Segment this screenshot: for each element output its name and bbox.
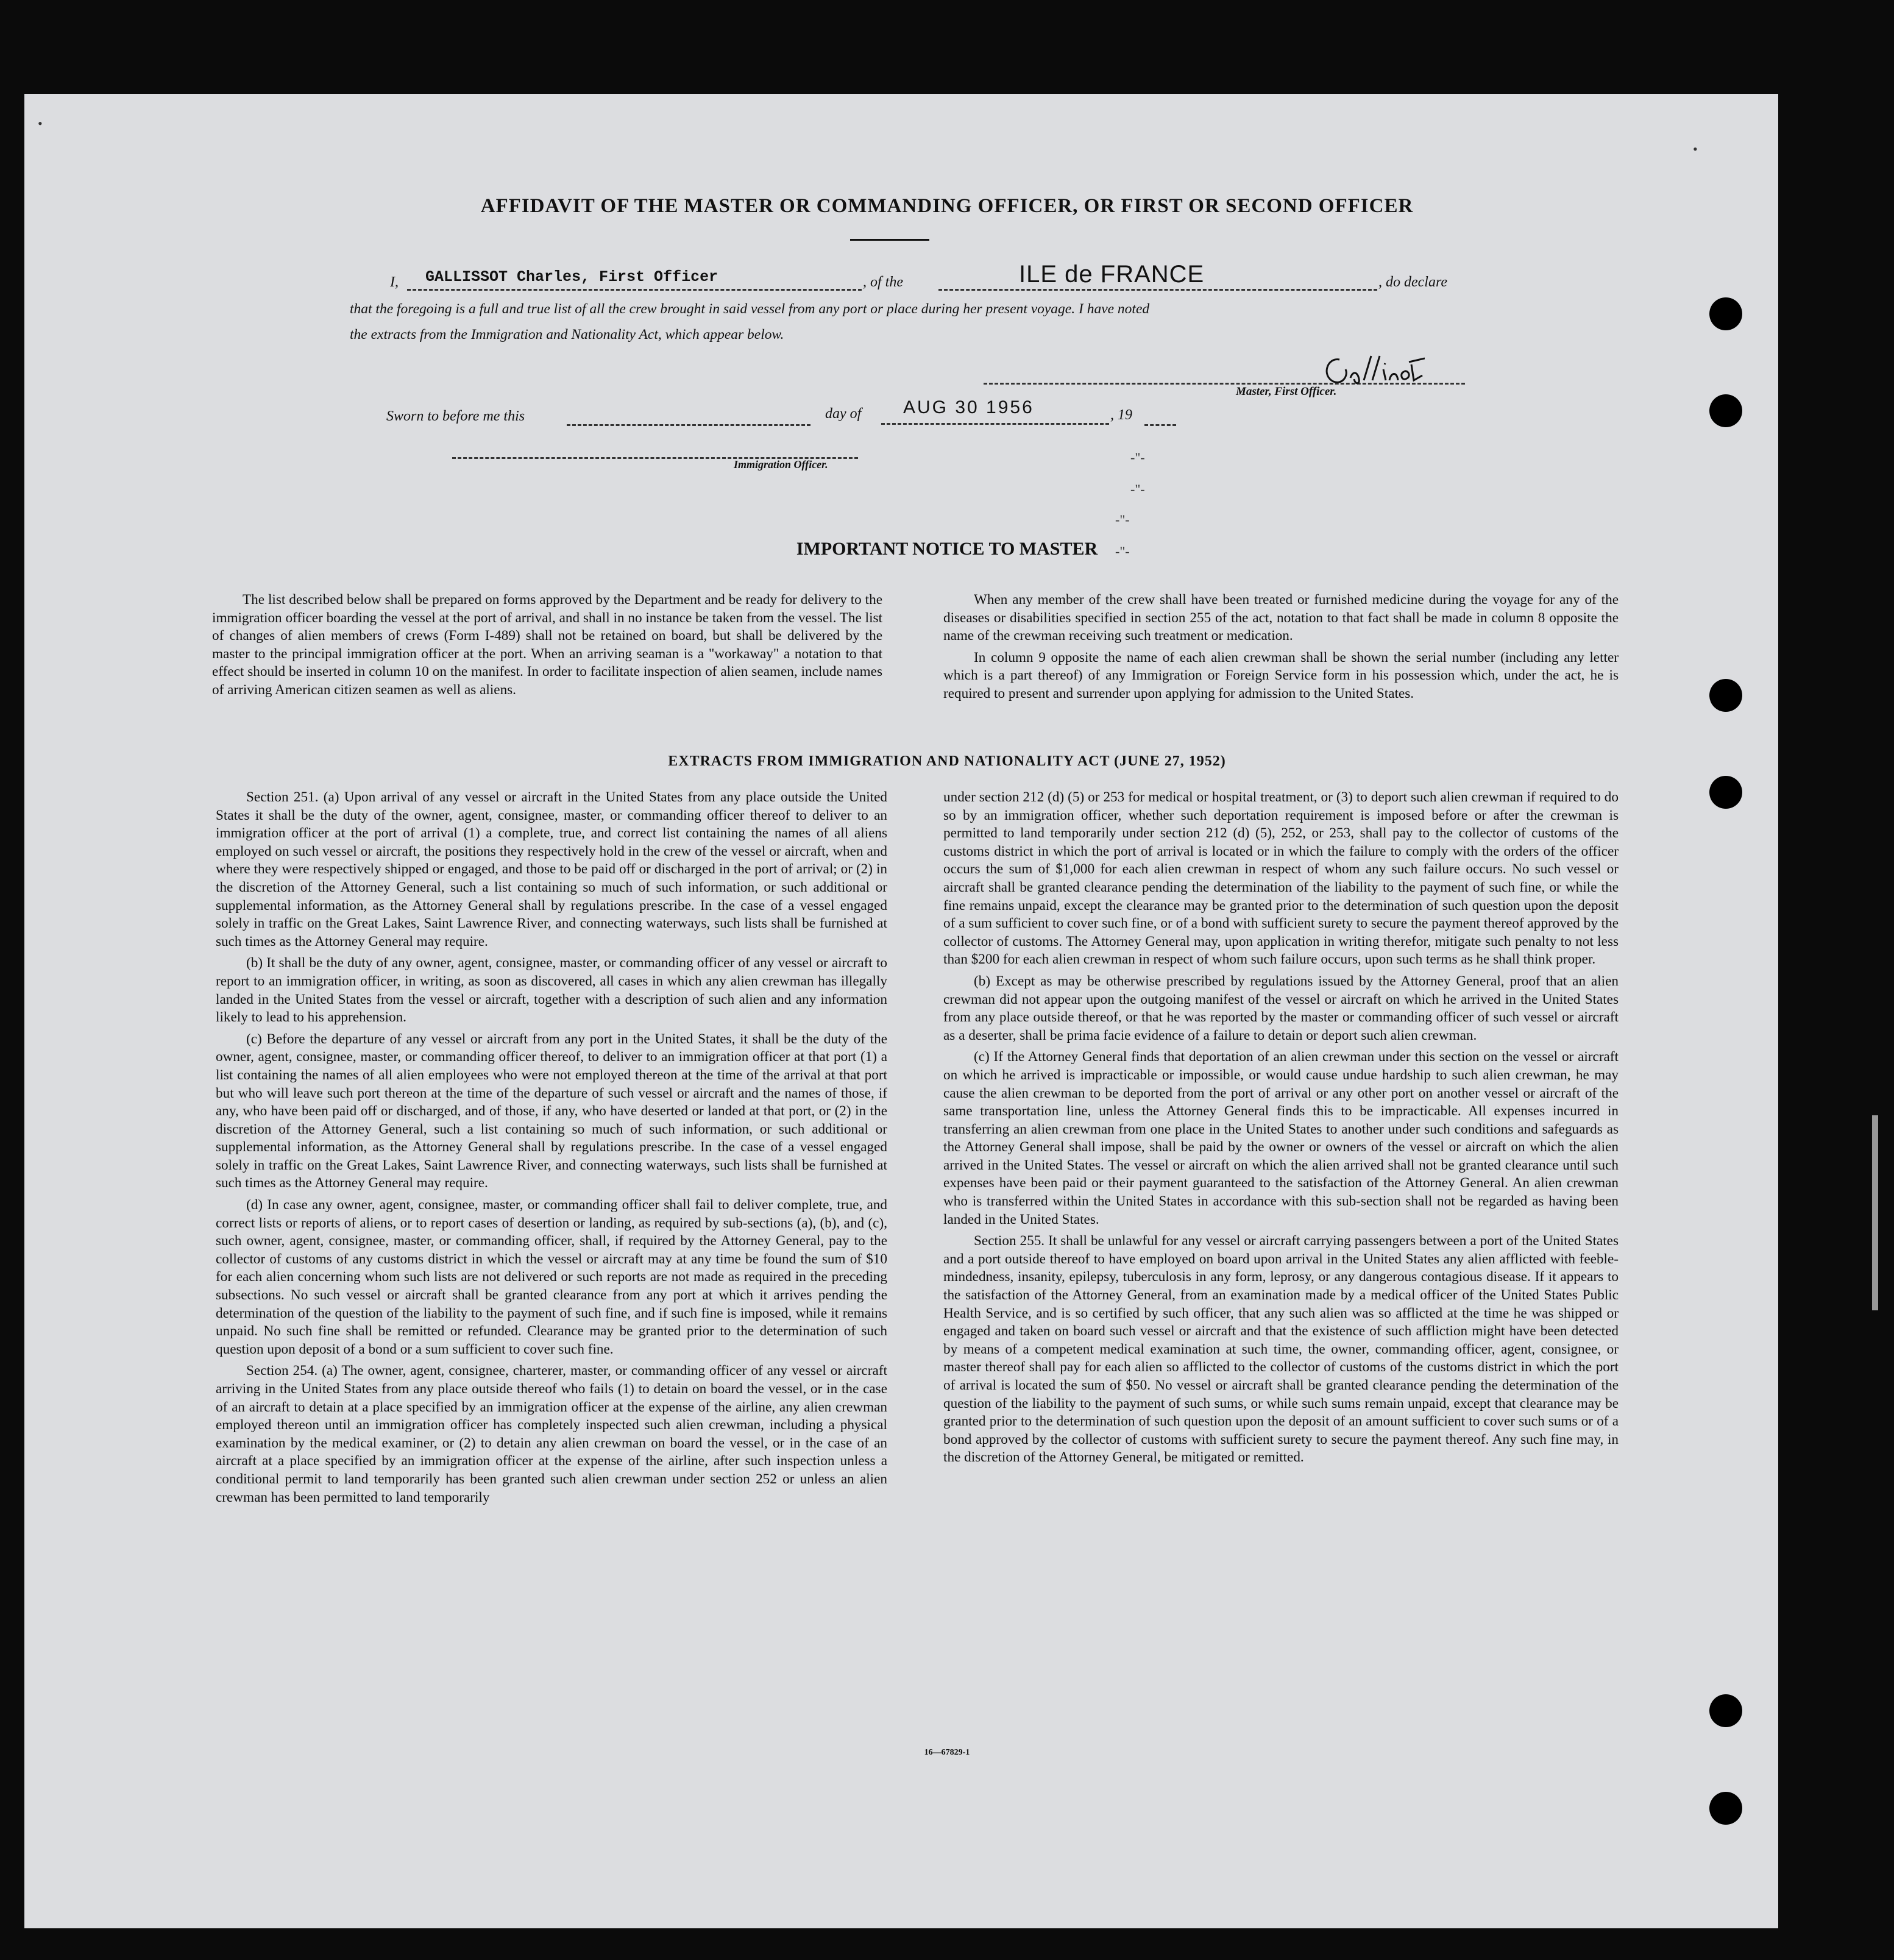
extracts-left-column — [216, 789, 887, 1510]
section-251-c: (c) Before the departure of any vessel or aircraft from any port in the United States, it shall be the duty of the owner, agent, consignee, master, or commanding officer thereof, to deliver to an immigration officer at that port (1) a list containing the names of all alien employees who were not employed thereon at the time of the arrival at that port but who will leave such port thereon at the time of the departure of such vessel or aircraft and the names of those, if any, who have been paid off or discharged, and of those, if any, who have deserted or landed at that port, or (2) in the discretion of the Attorney General, such a list containing so much of such information, or such additional or supplemental information, as the Attorney General shall by regulations prescribe. In the case of a vessel engaged solely in traffic on the Great Lakes, Saint Lawrence River, and connecting waterways, such lists shall be furnished at such times as the Attorney General may require. — [216, 1031, 887, 1191]
of-the-label: , of the — [863, 274, 903, 290]
sworn-month-field — [881, 397, 1109, 425]
speck: • — [38, 116, 43, 131]
notice-left-paragraph: The list described below shall be prepared on forms approved by the Department and be ready for delivery to the immigration officer boarding the vessel at the port of arrival, and shall in no instance be taken from the vessel. The list of changes of alien members of crews (Form I-489) shall not be retained on board, but shall be delivered by the master to the principal immigration officer at the port. When an arriving seaman is a "workaway" a notation to that effect should be inserted in column 10 on the manifest. In order to facilitate inspection of alien seamen, include names of arriving American citizen seamen as well as aliens. — [212, 592, 882, 698]
date-stamp: AUG 30 1956 — [903, 397, 1034, 417]
name-field — [407, 268, 862, 291]
notice-right-paragraph-2: In column 9 opposite the name of each alien crewman shall be shown the serial number (including any letter which is a part thereof) of any Immigration or Foreign Service form in his possession which, under the act, he is required to present and surrender upon applying for admission to the United States. — [943, 649, 1619, 701]
declaration-line-3: the extracts from the Immigration and Nationality Act, which appear below. — [350, 327, 784, 343]
sworn-day-field — [567, 407, 810, 426]
notice-title: IMPORTANT NOTICE TO MASTER — [796, 539, 1098, 559]
section-254-a-cont: under section 212 (d) (5) or 253 for medical or hospital treatment, or (3) to deport such alien crewman if required to do so by an immigration officer, whether such deportation requirement is imposed before or after the crewman is permitted to land temporarily under section 212 (d) (5), 252, or 253, shall pay to the collector of customs of the customs district in which the port of arrival is located or in which the failure to comply with the orders of the officer occurs the sum of $1,000 for each alien crewman in respect of whom any such failure occurs. No such vessel or aircraft shall be granted clearance pending the determination of the liability to the payment of such fine, or while the fine remains unpaid, except the clearance may be granted prior to the determination of such question upon the deposit of a sum sufficient to cover such fine, or of a bond with sufficient surety to secure the payment thereof approved by the collector of customs. The Attorney General may, upon application in writing therefor, mitigate such penalty to not less than $200 for each alien crewman in respect of whom such failure occurs, upon such terms as he shall think proper. — [943, 789, 1619, 968]
signer-title-label: Master, First Officer. — [1236, 385, 1337, 398]
edge-mark — [1872, 1115, 1878, 1310]
vessel-name-typed: ILE de FRANCE — [1019, 261, 1205, 288]
section-254-c: (c) If the Attorney General finds that deportation of an alien crewman under this section on the vessel or aircraft on which he arrived is impracticable or impossible, or would cause undue hardship to such alien crewman, he may cause the alien crewman to be deported from the port of arrival or any other port on another vessel or aircraft of the same transportation line, unless the Attorney General finds this to be impracticable. All expenses incurred in transferring an alien crewman from one place in the United States to another under such conditions and safeguards as the Attorney General shall impose, shall be paid by the owner or owners of the vessel or aircraft on which the alien arrived in the United States. The vessel or aircraft on which the alien arrived shall not be granted clearance until such expenses have been paid or their payment guaranteed to the satisfaction of the Attorney General. An alien crewman who is transferred within the United States in accordance with this sub-section shall not be regarded as having been landed in the United States. — [943, 1049, 1619, 1227]
section-251-a: Section 251. (a) Upon arrival of any vessel or aircraft in the United States from any place outside the United States it shall be the duty of the owner, agent, consignee, master, or commanding officer thereof to deliver to an immigration officer at the port of arrival (1) a complete, true, and correct list containing the names of all aliens employed on such vessel or aircraft, the positions they respectively hold in the crew of the vessel or aircraft, when and where they were respectively shipped or engaged, and those to be paid off or discharged in the port of arrival; or (2) in the discretion of the Attorney General, such a list containing so much of such information, or such additional or supplemental information, as the Attorney General shall by regulations prescribe. In the case of a vessel engaged solely in traffic on the Great Lakes, Saint Lawrence River, and connecting waterways, such lists shall be furnished at such times as the Attorney General may require. — [216, 789, 887, 950]
affidavit-title: AFFIDAVIT OF THE MASTER OR COMMANDING OFFICER, OR FIRST OR SECOND OFFICER — [480, 195, 1414, 217]
section-254-a: Section 254. (a) The owner, agent, consignee, charterer, master, or commanding officer of any vessel or aircraft arriving in the United States from any place outside thereof who fails (1) to detain on board the vessel, or in the case of an aircraft to detain at a place specified by an immigration officer at the expense of the airline, any alien crewman employed thereon until an immigration officer has completely inspected such alien crewman, including a physical examination by the medical examiner, or (2) to detain any alien crewman on board the vessel, or in the case of an aircraft at a place specified by an immigration officer at the expense of the airline, after such inspection unless a conditional permit to land temporarily has been granted such alien crewman under section 252 or unless an alien crewman has been permitted to land temporarily — [216, 1363, 887, 1505]
section-255: Section 255. It shall be unlawful for any vessel or aircraft carrying passengers between a port of the United States and a port outside thereof to have employed on board upon arrival in the United States any alien afflicted with feeble-mindedness, insanity, epilepsy, tuberculosis in any form, leprosy, or any dangerous contagious disease. If it appears to the satisfaction of the Attorney General, from an examination made by a medical officer of the United States Public Health Service, and is so certified by such officer, that any such alien was so afflicted at the time he was shipped or engaged and taken on board such vessel or aircraft and that the existence of such affliction might have been detected by means of a competent medical examination at such time, the owner, commanding officer, agent, consignee, or master thereof shall pay for each alien so afflicted to the collector of customs of the customs district in which the port of arrival is located the sum of $50. No vessel or aircraft shall be granted clearance pending the determination of the question of the liability to the payment of such sums, or while such sums remain unpaid, except that clearance may be granted prior to the determination of such question upon the deposit of an amount sufficient to cover such sums or of a bond approved by the collector of customs with sufficient surety to secure the payment thereof. Any such fine may, in the discretion of the Attorney General, be mitigated or remitted. — [943, 1233, 1619, 1466]
speck: -"- — [1115, 512, 1130, 527]
section-251-b: (b) It shall be the duty of any owner, agent, consignee, master, or commanding officer of any vessel or aircraft to report to an immigration officer, in writing, as soon as discovered, all cases in which any alien crewman has illegally landed in the United States from the vessel or aircraft, together with a description of such alien and any information likely to lead to his apprehension. — [216, 955, 887, 1026]
notice-left-column — [212, 591, 882, 703]
declaration-i-label: I, — [390, 274, 399, 290]
punch-hole — [1709, 297, 1742, 330]
punch-hole — [1709, 394, 1742, 427]
punch-hole — [1709, 679, 1742, 712]
section-254-b: (b) Except as may be otherwise prescribed by regulations issued by the Attorney General, proof that an alien crewman did not appear upon the outgoing manifest of the vessel or aircraft on which he arrived in the United States from any place outside thereof, or that he was reported by the master or commanding officer of such vessel or aircraft as a deserter, shall be prima facie evidence of a failure to detain or deport such alien crewman. — [943, 973, 1619, 1043]
officer-signature-line — [452, 440, 858, 459]
day-of-label: day of — [825, 406, 862, 422]
punch-hole — [1709, 1694, 1742, 1727]
year-field — [1144, 407, 1176, 426]
extracts-right-column — [943, 789, 1619, 1471]
section-251-d: (d) In case any owner, agent, consignee, master, or commanding officer shall fail to deliver complete, true, and correct lists or reports of aliens, or to report cases of desertion or landing, as required by sub-sections (a), (b), and (c), such owner, agent, consignee, master, or commanding officer, shall, if required by the Attorney General, pay to the collector of customs of any customs district in which the vessel or aircraft may at any time be found the sum of $10 for each alien concerning whom such lists are not delivered or such reports are not made as required in the preceding subsections. No such vessel or aircraft shall be granted clearance from any port at which it arrives pending the determination of the question of the liability to the payment of such fine, and if such fine is imposed, while it remains unpaid. No such fine shall be remitted or refunded. Clearance may be granted prior to the determination of such question upon deposit of a bond or a sum sufficient to cover such fine. — [216, 1197, 887, 1357]
punch-hole — [1709, 776, 1742, 809]
officer-name-typed: GALLISSOT Charles, First Officer — [425, 268, 718, 286]
speck: -"- — [1130, 450, 1145, 465]
notice-right-paragraph-1: When any member of the crew shall have been treated or furnished medicine during the voyage for any of the diseases or disabilities specified in section 255 of the act, notation to that fact shall be made in column 8 opposite the name of the crewman receiving such treatment or medication. — [943, 592, 1619, 644]
speck: • — [1693, 141, 1698, 157]
punch-hole — [1709, 1792, 1742, 1825]
extracts-title: EXTRACTS FROM IMMIGRATION AND NATIONALITY ACT (JUNE 27, 1952) — [668, 753, 1226, 769]
speck: -"- — [1115, 544, 1130, 559]
speck: -"- — [1130, 481, 1145, 497]
sworn-label: Sworn to before me this — [386, 408, 525, 424]
immigration-officer-label: Immigration Officer. — [734, 458, 828, 470]
declaration-line-2: that the foregoing is a full and true list of all the crew brought in said vessel from any port or place during her present voyage. I have noted — [350, 301, 1150, 317]
form-number: 16—67829-1 — [924, 1748, 970, 1757]
title-rule — [850, 239, 929, 241]
year-label: , 19 — [1110, 407, 1132, 423]
do-declare-label: , do declare — [1378, 274, 1448, 290]
notice-right-column — [943, 591, 1619, 707]
vessel-field — [938, 261, 1377, 291]
